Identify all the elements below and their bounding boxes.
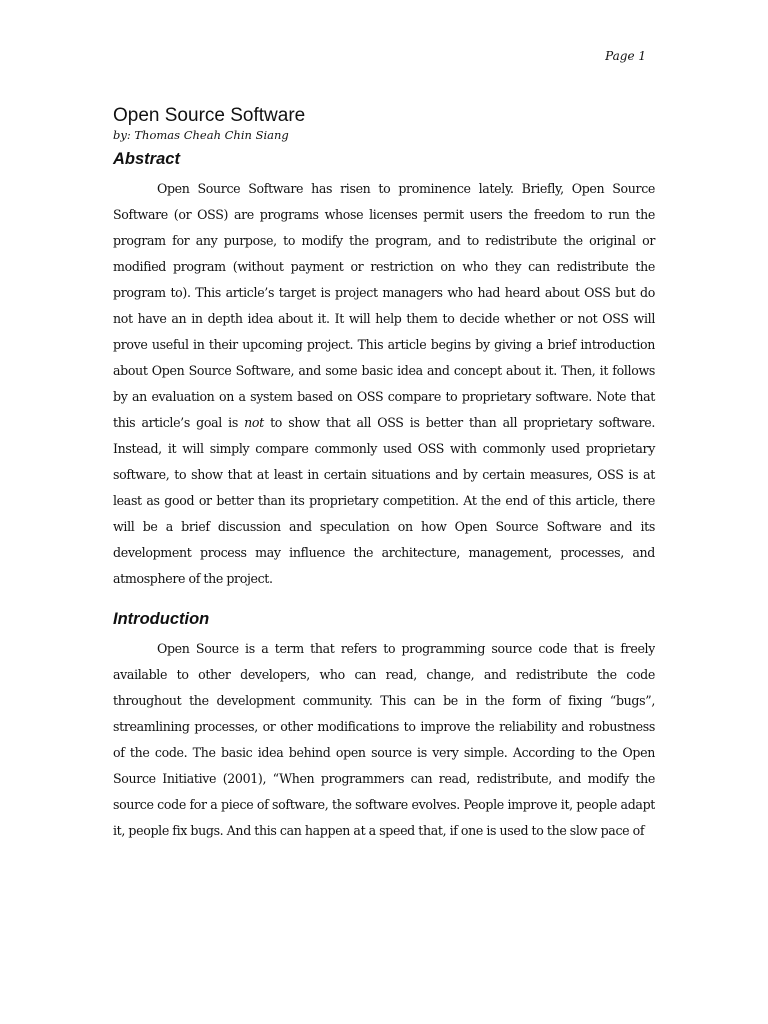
abstract-emphasis: not: [244, 415, 264, 430]
abstract-paragraph: [113, 176, 655, 592]
introduction-body: [113, 636, 655, 844]
page-number: Page 1: [605, 49, 646, 63]
introduction-paragraph: Open Source is a term that refers to programming source code that is freely available to other developers, who can read, change, and redistribute the code throughout the development community. This can be in the form of fixing “bugs”, streamlining processes, or other modifications to improve the reliability and robustness of the code. The basic idea behind open source is very simple. According to the Open Source Initiative (2001), “When programmers can read, redistribute, and modify the source code for a piece of software, the software evolves. People improve it, people adapt it, people fix bugs. And this can happen at a speed that, if one is used to the slow pace of: [113, 641, 655, 838]
document-content: [113, 104, 655, 844]
document-title: Open Source Software: [113, 105, 306, 126]
introduction-heading: Introduction: [113, 610, 210, 628]
author-byline: by: Thomas Cheah Chin Siang: [113, 128, 289, 142]
abstract-heading: Abstract: [113, 150, 180, 168]
abstract-text-part-1: Open Source Software has risen to prominence lately. Briefly, Open Source Software (or OSS) are programs whose licenses permit users the freedom to run the program for any purpose, to modify the program, and to redistribute the original or modified program (without payment or restriction on who they can redistribute the program to). This article’s target is project managers who had heard about OSS but do not have an in depth idea about it. It will help them to decide whether or not OSS will prove useful in their upcoming project. This article begins by giving a brief introduction about Open Source Software, and some basic idea and concept about it. Then, it follows by an evaluation on a system based on OSS compare to proprietary software. Note that this article’s goal is: [113, 181, 655, 430]
abstract-text-part-2: to show that all OSS is better than all proprietary software. Instead, it will simply compare commonly used OSS with commonly used proprietary software, to show that at least in certain situations and by certain measures, OSS is at least as good or better than its proprietary competition. At the end of this article, there will be a brief discussion and speculation on how Open Source Software and its development process may influence the architecture, management, processes, and atmosphere of the project.: [113, 415, 655, 586]
